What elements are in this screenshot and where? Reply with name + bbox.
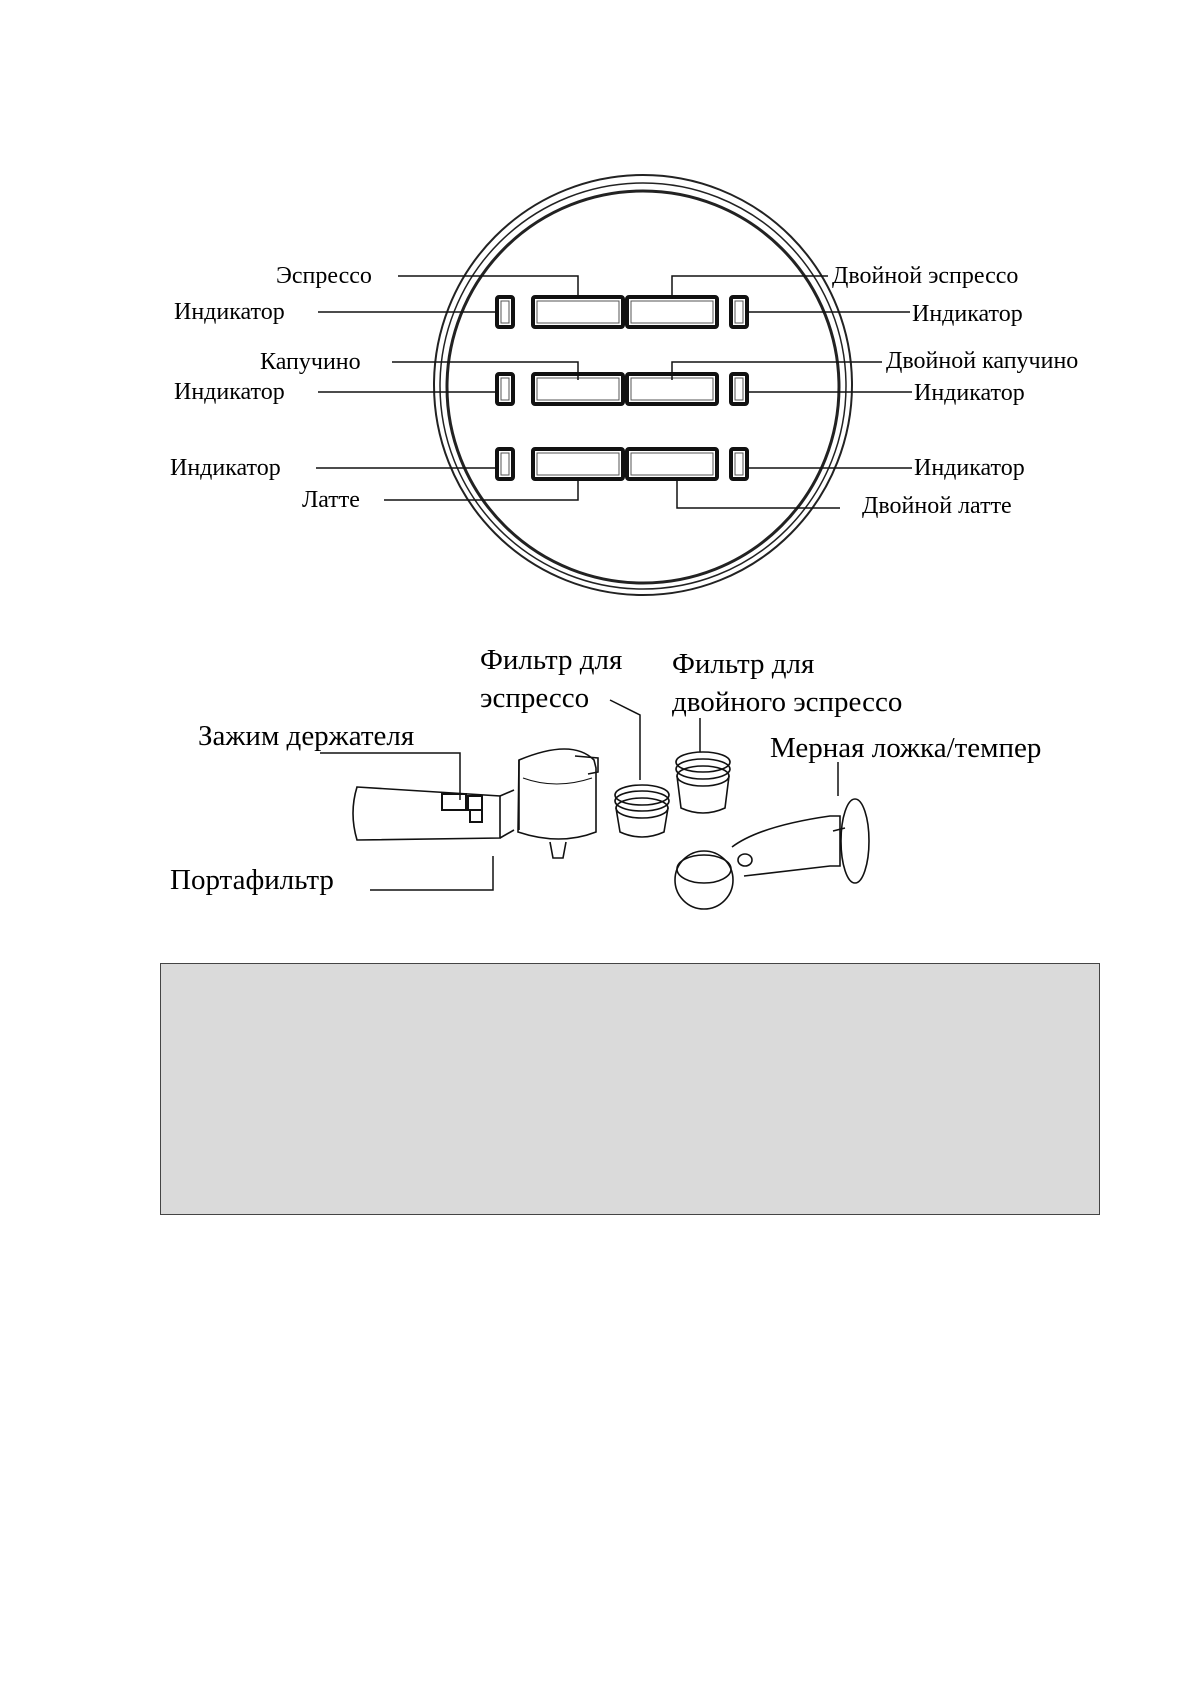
label-measuring-spoon: Мерная ложка/темпер (770, 732, 1042, 764)
label-holder-clamp: Зажим держателя (198, 720, 415, 752)
leader-espresso-filter (610, 700, 640, 780)
leader-espresso (398, 276, 578, 297)
label-latte: Латте (302, 487, 360, 513)
label-indicator-3r: Индикатор (914, 455, 1025, 481)
leader-double-espresso (672, 276, 828, 297)
label-indicator-1r: Индикатор (912, 301, 1023, 327)
label-double-cappuccino: Двойной капучино (886, 348, 1079, 374)
label-espresso: Эспрессо (276, 263, 372, 289)
leader-portafilter (370, 856, 493, 890)
label-indicator-2l: Индикатор (174, 379, 285, 405)
label-cappuccino: Капучино (260, 349, 361, 375)
label-double-filter-line2: двойного эспрессо (672, 686, 903, 718)
measuring-spoon-drawing (675, 799, 869, 909)
espresso-filter-drawing (615, 785, 669, 837)
panel-buttons (497, 297, 747, 479)
label-double-filter-line1: Фильтр для (672, 648, 815, 680)
label-indicator-3l: Индикатор (170, 455, 281, 481)
inner-ring (447, 191, 839, 583)
accessories-drawing (353, 749, 869, 909)
portafilter-drawing (353, 749, 598, 858)
label-portafilter: Портафильтр (170, 864, 334, 896)
label-double-latte: Двойной латте (862, 493, 1012, 519)
note-box (160, 963, 1100, 1215)
double-filter-drawing (676, 752, 730, 813)
leader-cappuccino (392, 362, 578, 380)
label-indicator-1l: Индикатор (174, 299, 285, 325)
label-espresso-filter-line1: Фильтр для (480, 644, 623, 676)
label-indicator-2r: Индикатор (914, 380, 1025, 406)
label-double-espresso: Двойной эспрессо (832, 263, 1019, 289)
label-espresso-filter-line2: эспрессо (480, 682, 590, 714)
